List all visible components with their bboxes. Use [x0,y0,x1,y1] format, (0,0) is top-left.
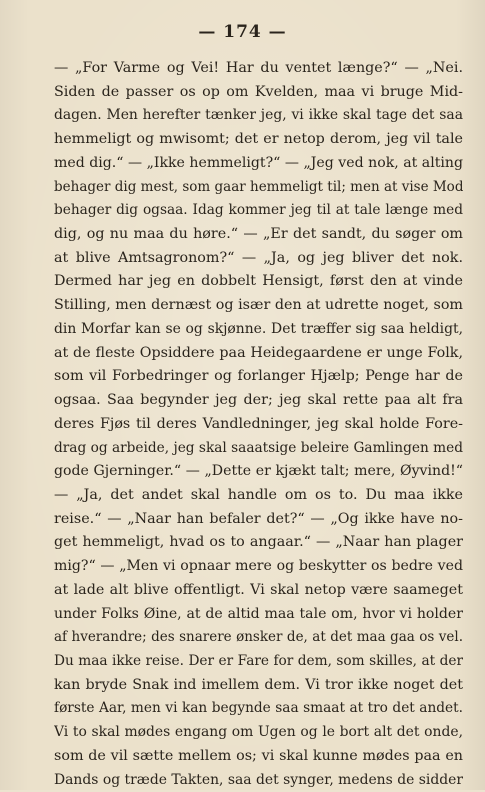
text-line: dagen. Men herefter tænker jeg, vi ikke skal tage det saa [54,107,463,124]
text-line: første Aar, men vi kan begynde saa smaat at tro det andet. [54,700,463,717]
text-line: hemmeligt og mwisomt; det er netop derom, jeg vil tale [54,131,463,148]
text-line: som vil Forbedringer og forlanger Hjælp; Penge har de [54,368,463,385]
text-line: Vi to skal mødes engang om Ugen og le bort alt det onde, [54,724,463,741]
text-line: get hemmeligt, hvad os to angaar.“ — „Naar han plager [54,534,463,551]
text-line: behager dig ogsaa. Idag kommer jeg til at tale længe med [54,202,463,219]
text-line: at lade alt blive offentligt. Vi skal netop være saameget [54,581,463,598]
text-line: med dig.“ — „Ikke hemmeligt?“ — „Jeg ved nok, at alting [54,154,463,171]
text-line: af hverandre; des snarere ønsker de, at det maa gaa os vel. [54,629,463,646]
text-line: — „For Varme og Vei! Har du ventet længe?“ — „Nei. [54,60,463,76]
text-line: at blive Amtsagronom?“ — „Ja, og jeg bliver det nok. [54,249,463,266]
text-line: Du maa ikke reise. Der er Fare for dem, som skilles, at der [54,652,463,669]
text-line: kan bryde Snak ind imellem dem. Vi tror ikke noget det [54,676,463,693]
text-line: drag og arbeide, jeg skal saaatsige beleire Gamlingen med [54,439,463,456]
text-line: Dands og træde Takten, saa det synger, medens de sidder [54,771,463,788]
text-line: gode Gjerninger.“ — „Dette er kjækt talt; mere, Øyvind!“ [54,463,463,480]
text-line: dig, og nu maa du høre.“ — „Er det sandt, du søger om [54,226,463,243]
text-line: behager dig mest, som gaar hemmeligt til; men at vise Mod [54,178,463,195]
text-line: — „Ja, det andet skal handle om os to. Du maa ikke [54,486,463,503]
page-number: — 174 — [198,22,287,42]
text-line: Dermed har jeg en dobbelt Hensigt, først den at vinde [54,273,463,290]
text-line: deres Fjøs til deres Vandledninger, jeg skal holde Fore- [54,415,463,432]
text-line: Stilling, men dernæst og især den at udrette noget, som [54,297,463,314]
text-line: din Morfar kan se og skjønne. Det træffer sig saa heldigt, [54,320,463,337]
text-line: som de vil sætte mellem os; vi skal kunne mødes paa en [54,747,463,764]
text-line: Siden de passer os op om Kvelden, maa vi bruge Mid- [54,83,463,100]
body-text [54,57,463,792]
text-line: under Folks Øine, at de altid maa tale om, hvor vi holder [54,605,463,622]
text-line: ogsaa. Saa begynder jeg der; jeg skal rette paa alt fra [54,392,463,409]
text-line: reise.“ — „Naar han befaler det?“ — „Og ikke have no- [54,510,463,527]
text-line: mig?“ — „Men vi opnaar mere og beskytter os bedre ved [54,558,463,575]
text-line: at de fleste Opsiddere paa Heidegaardene er unge Folk, [54,344,463,361]
